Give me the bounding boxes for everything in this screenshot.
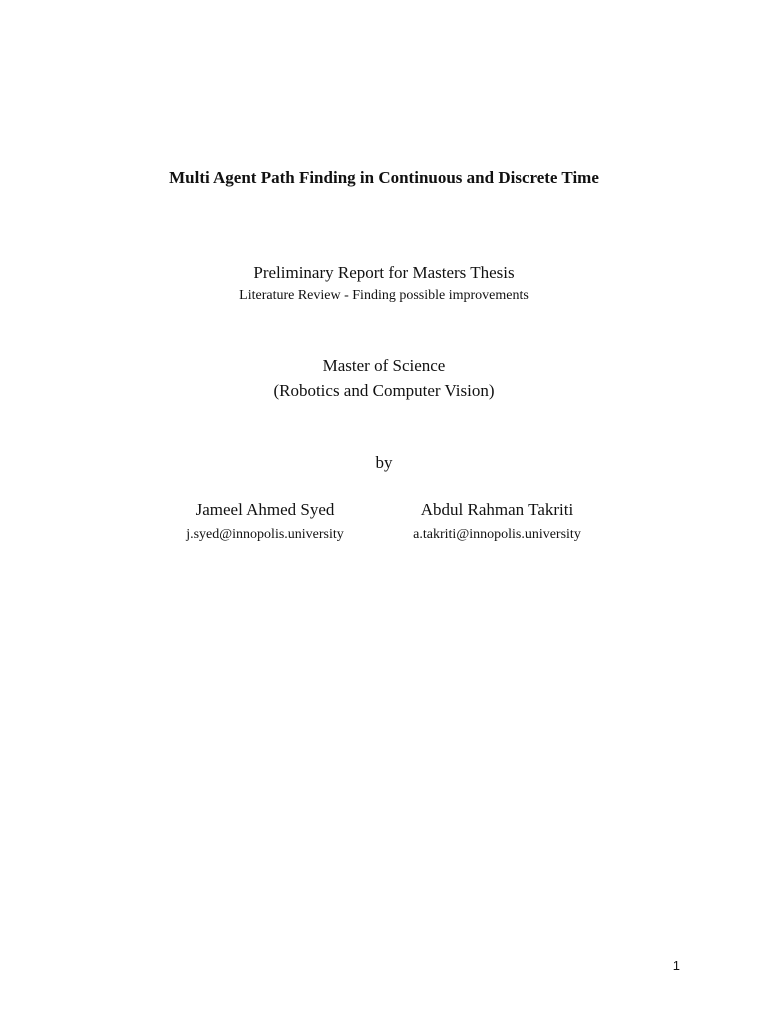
author-name: Abdul Rahman Takriti [420, 500, 574, 519]
document-title: Multi Agent Path Finding in Continuous and Discrete Time [169, 168, 599, 187]
page-number: 1 [672, 958, 680, 973]
degree-program: (Robotics and Computer Vision) [273, 381, 495, 400]
report-type: Preliminary Report for Masters Thesis [253, 263, 515, 282]
author-email: a.takriti@innopolis.university [413, 527, 581, 542]
author-email: j.syed@innopolis.university [186, 527, 344, 542]
by-label: by [375, 453, 393, 472]
degree-name: Master of Science [322, 356, 446, 375]
author-name: Jameel Ahmed Syed [195, 500, 335, 519]
report-subtitle: Literature Review - Finding possible improvements [239, 288, 529, 303]
